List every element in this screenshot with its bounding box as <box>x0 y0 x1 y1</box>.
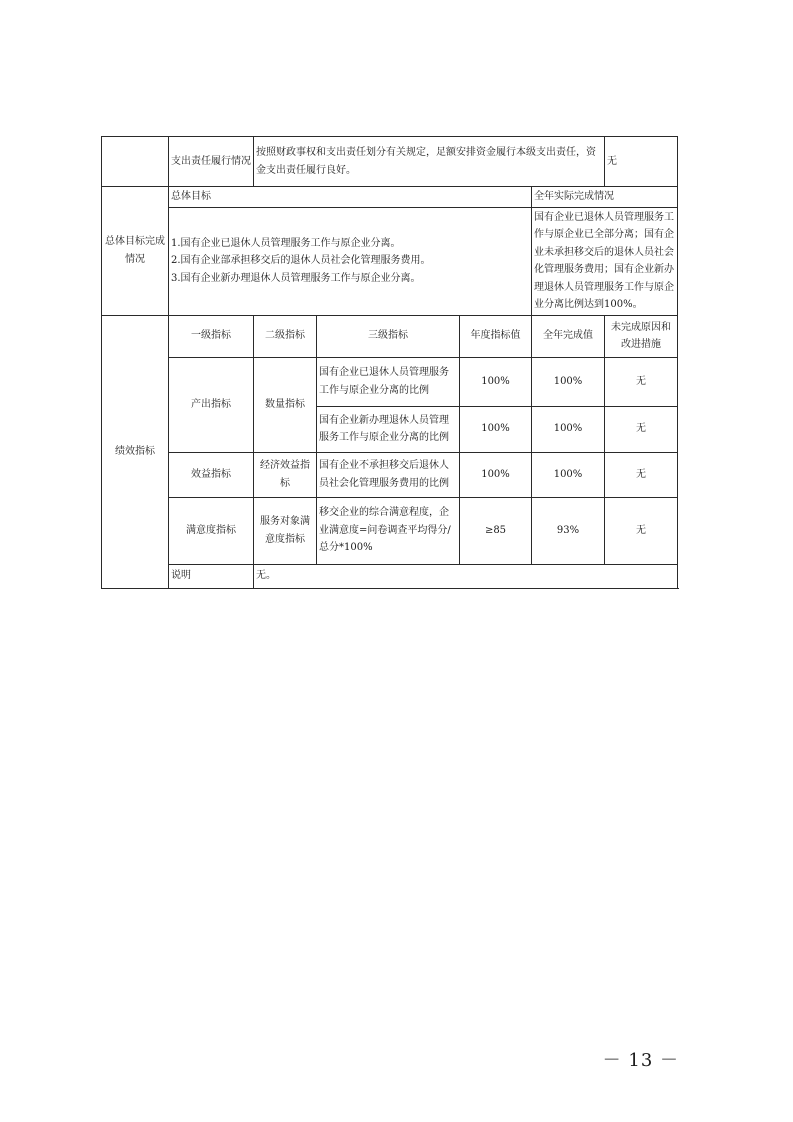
benefit-level1: 效益指标 <box>169 452 254 497</box>
row-overall-header <box>102 187 678 208</box>
overall-goal-2: 2.国有企业部承担移交后的退休人员社会化管理服务费用。 <box>171 255 431 267</box>
performance-table <box>101 136 678 589</box>
overall-goal-3: 3.国有企业新办理退休人员管理服务工作与原企业分离。 <box>171 272 421 284</box>
satisfaction-target: ≥85 <box>460 497 532 564</box>
benefit-actual: 100% <box>532 452 605 497</box>
satisfaction-level2: 服务对象满意度指标 <box>254 497 317 564</box>
performance-label: 绩效指标 <box>102 315 169 588</box>
header-reason: 未完成原因和改进措施 <box>605 315 678 357</box>
overall-label: 总体目标完成情况 <box>102 187 169 316</box>
overall-goal-header: 总体目标 <box>169 187 532 208</box>
output-level1: 产出指标 <box>169 357 254 452</box>
row-overall-content <box>102 207 678 315</box>
satisfaction-level3: 移交企业的综合满意程度，企业满意度=问卷调查平均得分/总分*100% <box>317 497 460 564</box>
table-row <box>102 357 678 406</box>
output-level2: 数量指标 <box>254 357 317 452</box>
duty-note: 无 <box>605 137 678 187</box>
output-reason-2: 无 <box>605 406 678 452</box>
benefit-level2: 经济效益指标 <box>254 452 317 497</box>
output-actual-2: 100% <box>532 406 605 452</box>
output-target-2: 100% <box>460 406 532 452</box>
output-reason-1: 无 <box>605 357 678 406</box>
header-actual: 全年完成值 <box>532 315 605 357</box>
benefit-target: 100% <box>460 452 532 497</box>
overall-actual: 国有企业已退休人员管理服务工作与原企业已全部分离；国有企业未承担移交后的退休人员社会化管理服务费用；国有企业新办理退休人员管理服务工作与原企业分离比例达到100%。 <box>532 207 678 315</box>
remark-label: 说明 <box>169 564 254 588</box>
output-target-1: 100% <box>460 357 532 406</box>
row-expenditure-duty <box>102 137 678 187</box>
overall-actual-header: 全年实际完成情况 <box>532 187 678 208</box>
header-level3: 三级指标 <box>317 315 460 357</box>
header-level2: 二级指标 <box>254 315 317 357</box>
benefit-level3: 国有企业不承担移交后退休人员社会化管理服务费用的比例 <box>317 452 460 497</box>
satisfaction-level1: 满意度指标 <box>169 497 254 564</box>
header-target: 年度指标值 <box>460 315 532 357</box>
duty-content: 按照财政事权和支出责任划分有关规定，足额安排资金履行本级支出责任，资金支出责任履行良好。 <box>254 137 605 187</box>
table-row <box>102 452 678 497</box>
page-number: － 13 － <box>602 1050 679 1071</box>
table-row <box>102 497 678 564</box>
header-level1: 一级指标 <box>169 315 254 357</box>
output-level3-2: 国有企业新办理退休人员管理服务工作与原企业分离的比例 <box>317 406 460 452</box>
row-remark <box>102 564 678 588</box>
output-level3-1: 国有企业已退休人员管理服务工作与原企业分离的比例 <box>317 357 460 406</box>
remark-content: 无。 <box>254 564 678 588</box>
benefit-reason: 无 <box>605 452 678 497</box>
satisfaction-actual: 93% <box>532 497 605 564</box>
duty-label: 支出责任履行情况 <box>169 137 254 187</box>
row-performance-header <box>102 315 678 357</box>
overall-goals <box>169 207 532 315</box>
output-actual-1: 100% <box>532 357 605 406</box>
satisfaction-reason: 无 <box>605 497 678 564</box>
overall-goal-1: 1.国有企业已退休人员管理服务工作与原企业分离。 <box>171 237 401 249</box>
empty-label-cell <box>102 137 169 187</box>
